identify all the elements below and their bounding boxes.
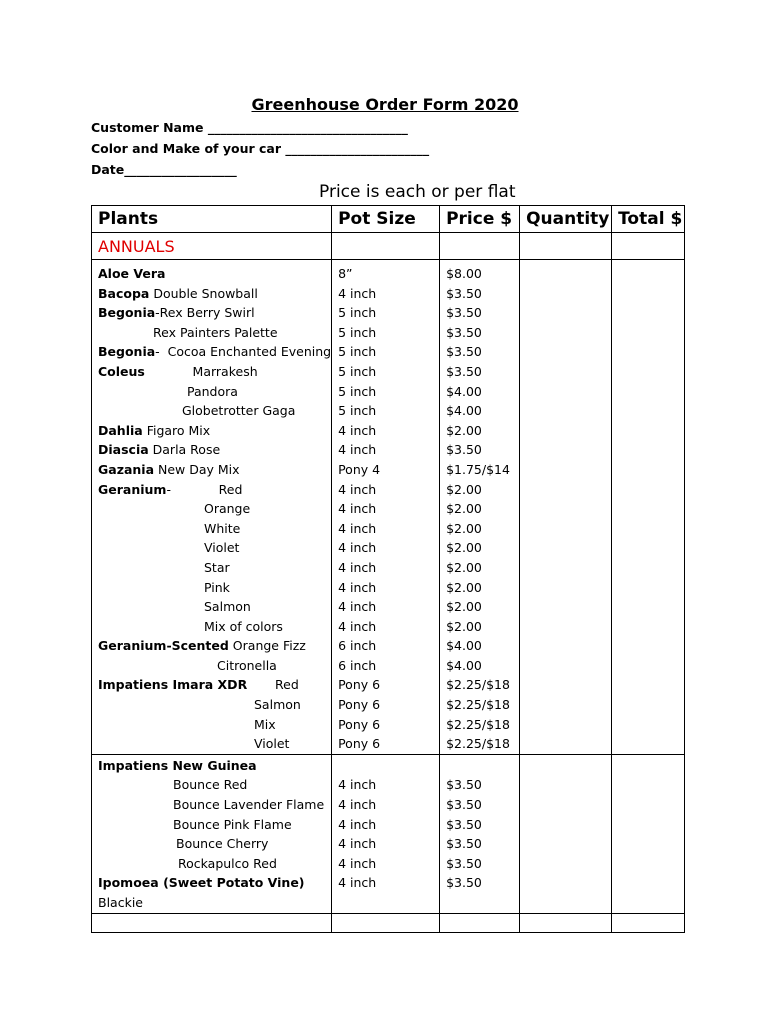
price: $2.25/$18 [446,716,510,732]
price: $2.00 [446,481,482,497]
pot-size: 4 inch [338,501,377,517]
quantity-cell[interactable] [520,754,612,913]
plant-name [98,834,331,854]
plant-variety: Pandora [187,383,238,399]
plant-variety: Bounce Lavender Flame [173,797,325,813]
price: $2.25/$18 [446,697,510,713]
price: $3.50 [446,285,482,301]
plant-name [98,734,331,754]
plant-name [98,342,331,362]
total-cell[interactable] [612,754,685,913]
total-cell[interactable] [612,913,685,932]
pot-size: Pony 4 [338,461,381,477]
price: $4.00 [446,638,482,654]
quantity-cell[interactable] [520,260,612,755]
plant-name [98,323,331,343]
plant-name [98,538,331,558]
plant-genus: Coleus [98,363,145,379]
plant-variety: Violet [204,540,240,556]
plant-variety: Mix [254,716,276,732]
pot-size: 4 inch [338,579,377,595]
plant-name [98,460,331,480]
plant-name [98,854,331,874]
price: $3.50 [446,836,482,852]
plant-variety: Violet [254,736,290,752]
price: $3.50 [446,363,482,379]
col-quantity: Quantity [520,206,612,233]
plant-variety: Double Snowball [149,285,258,301]
pot-size: 6 inch [338,657,377,673]
plant-name [98,656,331,676]
plant-name [98,756,331,776]
header-row [92,206,685,233]
col-price: Price $ [440,206,520,233]
price: $2.25/$18 [446,736,510,752]
pot-size: Pony 6 [338,697,381,713]
pot-size: 5 inch [338,363,377,379]
pot-size: 4 inch [338,520,377,536]
pot-size: Pony 6 [338,677,381,693]
price: $3.50 [446,442,482,458]
plant-variety: Globetrotter Gaga [182,403,296,419]
form-title: Greenhouse Order Form 2020 [251,95,519,114]
price: $2.00 [446,422,482,438]
plant-name [98,480,331,500]
plant-variety: - Red [166,481,243,497]
price: $2.00 [446,520,482,536]
plant-genus: Gazania [98,461,155,477]
pot-size: 4 inch [338,777,377,793]
plant-variety: Red [247,677,299,693]
pot-size: 5 inch [338,305,377,321]
section-annuals: ANNUALS [98,236,175,256]
plant-name [98,597,331,617]
plant-variety: -Rex Berry Swirl [155,305,255,321]
price: $3.50 [446,797,482,813]
pot-size: 4 inch [338,442,377,458]
pot-size: 5 inch [338,383,377,399]
car-field[interactable]: Color and Make of your car _______________________ [91,141,430,156]
plant-name [98,775,331,795]
price: $3.50 [446,344,482,360]
price: $3.50 [446,777,482,793]
pot-size: 4 inch [338,875,377,891]
plant-name [98,675,331,695]
plant-name [98,499,331,519]
price: $3.50 [446,875,482,891]
pot-size: Pony 6 [338,736,381,752]
price: $2.25/$18 [446,677,510,693]
plant-variety: Salmon [204,599,251,615]
price: $3.50 [446,855,482,871]
pot-size: 4 inch [338,559,377,575]
price: $1.75/$14 [446,461,510,477]
pot-size: 4 inch [338,599,377,615]
plant-variety: Orange [204,501,251,517]
pot-size: 4 inch [338,816,377,832]
price: $3.50 [446,305,482,321]
price: $2.00 [446,579,482,595]
plant-genus: Diascia [98,442,149,458]
col-pot-size: Pot Size [332,206,440,233]
pot-size: 5 inch [338,324,377,340]
plant-name [98,421,331,441]
plant-variety: Figaro Mix [142,422,211,438]
price [446,756,519,776]
pot-size: 4 inch [338,285,377,301]
price: $4.00 [446,657,482,673]
date-field[interactable]: Date__________________ [91,162,237,177]
plant-variety: New Day Mix [154,461,240,477]
plant-variety: Rex Painters Palette [153,324,278,340]
pot-size [338,756,439,776]
plant-genus: Bacopa [98,285,150,301]
plant-name [98,873,331,893]
plant-genus: Impatiens Imara XDR [98,677,248,693]
pot-size: Pony 6 [338,716,381,732]
plant-name [98,382,331,402]
plant-variety: Marrakesh [144,363,258,379]
col-total: Total $ [612,206,685,233]
plant-genus: Aloe Vera [98,266,166,281]
price: $2.00 [446,618,482,634]
plant-name [98,558,331,578]
price: $2.00 [446,559,482,575]
plant-name [98,636,331,656]
price: $2.00 [446,501,482,517]
plant-variety: Star [204,559,230,575]
pot-size: 5 inch [338,403,377,419]
plant-name [98,401,331,421]
plant-name [98,617,331,637]
plant-variety: Mix of colors [204,618,283,634]
price: $3.50 [446,816,482,832]
plant-genus: Dahlia [98,422,143,438]
order-table [91,205,685,933]
pot-size [338,893,439,913]
pot-size: 4 inch [338,540,377,556]
plant-genus: Geranium [98,481,167,497]
price: $4.00 [446,403,482,419]
pot-size: 6 inch [338,638,377,654]
plant-name [98,440,331,460]
plant-group-1 [92,260,685,755]
customer-name-field[interactable]: Customer Name ________________________________ [91,120,408,135]
plant-name [98,715,331,735]
plant-name [98,519,331,539]
plant-genus: Ipomoea (Sweet Potato Vine) [98,875,305,891]
plant-variety: Citronella [217,657,277,673]
plant-name [98,695,331,715]
plant-genus: Impatiens New Guinea [98,757,257,773]
total-cell[interactable] [612,260,685,755]
plant-name [98,578,331,598]
pot-size: 4 inch [338,855,377,871]
plant-variety: - Cocoa Enchanted Evening [155,344,332,360]
plant-variety: Bounce Pink Flame [173,816,292,832]
plant-genus: Begonia [98,305,156,321]
pot-size: 4 inch [338,797,377,813]
price: $3.50 [446,324,482,340]
plant-variety: White [204,520,241,536]
plant-variety: Blackie [98,895,143,910]
plant-name [98,303,331,323]
plant-name [98,362,331,382]
pot-size: 4 inch [338,618,377,634]
price-note: Price is each or per flat [319,182,516,202]
plant-variety: Bounce Red [173,777,248,793]
plant-group-2 [92,754,685,913]
pot-size: 5 inch [338,344,377,360]
plant-variety: Darla Rose [148,442,221,458]
plant-name [98,795,331,815]
plant-name [98,284,331,304]
col-plants: Plants [92,206,332,233]
pot-size: 4 inch [338,422,377,438]
plant-variety: Bounce Cherry [176,836,269,852]
pot-size: 4 inch [338,481,377,497]
pot-size: 8” [338,266,353,281]
price: $8.00 [446,266,482,281]
plant-variety: Salmon [254,697,301,713]
empty-row [92,913,685,932]
plant-variety: Pink [204,579,230,595]
price: $2.00 [446,599,482,615]
plant-name [98,893,331,913]
plant-name [98,264,331,284]
price [446,893,519,913]
quantity-cell[interactable] [520,913,612,932]
section-row [92,233,685,260]
plant-variety: Rockapulco Red [178,855,277,871]
plant-genus: Begonia [98,344,156,360]
price: $4.00 [446,383,482,399]
plant-genus: Geranium-Scented [98,638,229,654]
plant-name [98,815,331,835]
pot-size: 4 inch [338,836,377,852]
price: $2.00 [446,540,482,556]
plant-variety: Orange Fizz [228,638,306,654]
